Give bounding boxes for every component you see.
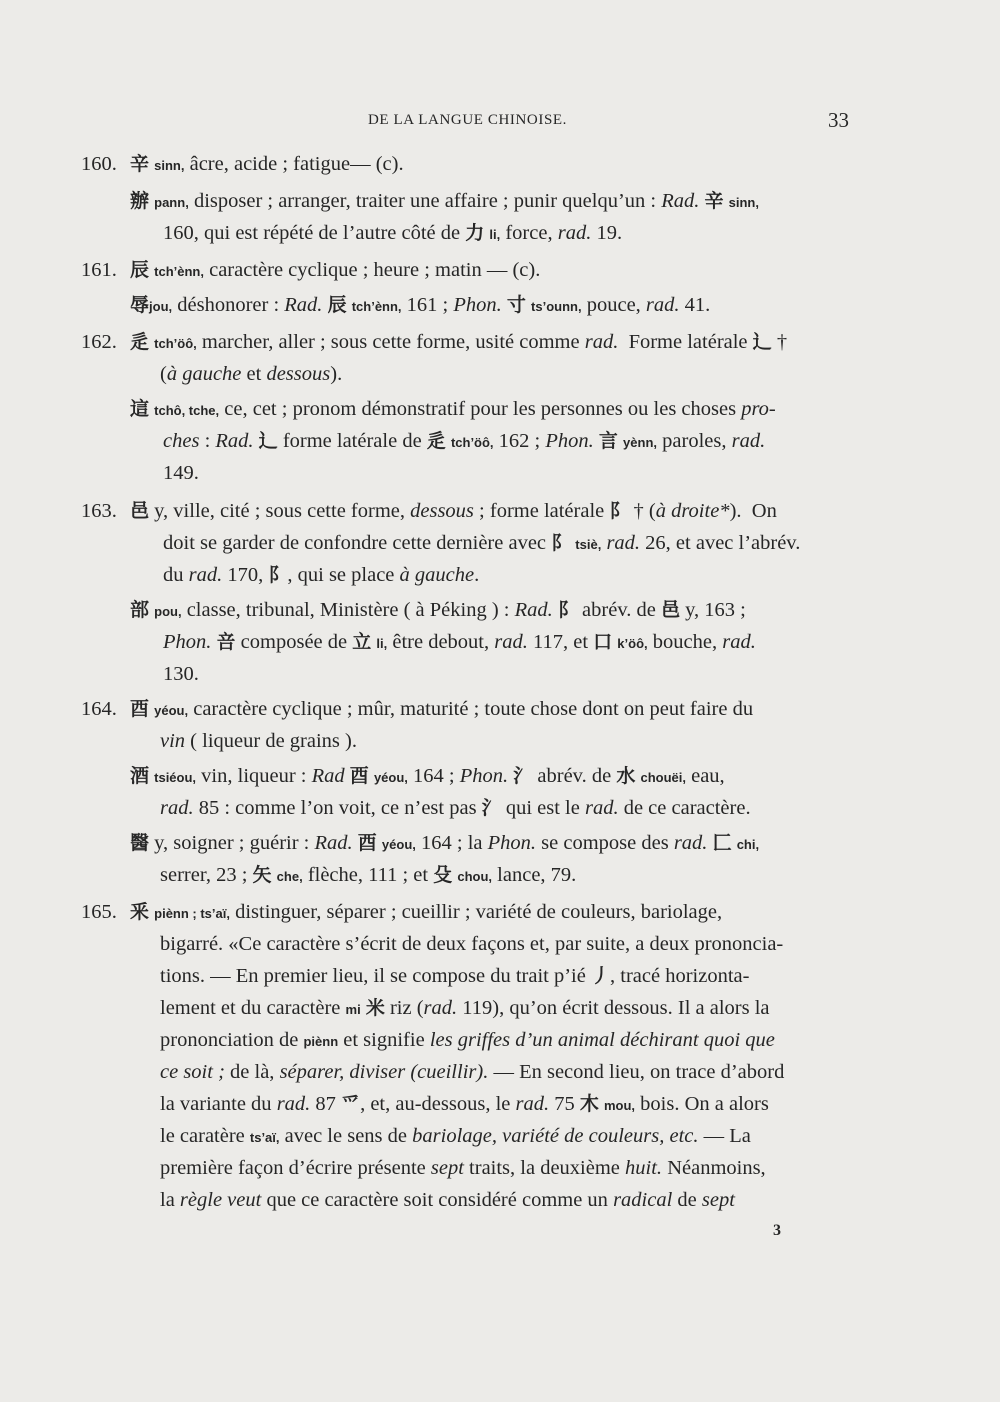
romanization: che, xyxy=(276,869,303,884)
running-title: DE LA LANGUE CHINOISE. xyxy=(368,112,568,128)
romanization: sinn, xyxy=(154,158,185,173)
entry-line xyxy=(0,254,1000,286)
italic-text: à gauche xyxy=(166,363,242,385)
italic-text: ches xyxy=(163,430,200,452)
body-text: 119), qu’on écrit dessous. Il a alors la xyxy=(457,997,770,1019)
body-text: eau, xyxy=(685,765,725,787)
chinese-character: 阝 xyxy=(551,532,571,554)
body-text: flèche, 111 ; et xyxy=(302,864,434,886)
body-text: lement et du caractère xyxy=(160,997,346,1019)
body-text: 87 xyxy=(310,1093,342,1115)
italic-text: règle veut xyxy=(179,1189,262,1211)
body-text: — En second lieu, on trace d’abord xyxy=(488,1061,785,1083)
entry-line xyxy=(0,1184,1000,1216)
italic-text: rad. xyxy=(606,532,641,554)
body-text: abrév. de xyxy=(532,765,617,787)
body-text: le caratère xyxy=(160,1125,250,1147)
body-text: : xyxy=(199,430,216,452)
romanization: chi, xyxy=(736,837,760,852)
chinese-character: 木 xyxy=(579,1093,599,1115)
italic-text: ce soit ; xyxy=(160,1061,225,1083)
entry-line xyxy=(0,495,1000,527)
body-text: du xyxy=(163,564,189,586)
romanization: tch’ènn, xyxy=(351,299,402,314)
romanization: yéou, xyxy=(381,837,416,852)
body-text: distinguer, séparer ; cueillir ; variété de couleurs, bariolage, xyxy=(229,901,723,923)
entry-number: 165. xyxy=(81,901,117,923)
italic-text: sept xyxy=(430,1157,464,1179)
body-text: vin, liqueur : xyxy=(196,765,312,787)
romanization: tch’öô, xyxy=(154,336,197,351)
chinese-character: 辰 xyxy=(130,259,150,281)
chinese-character: 辦 xyxy=(130,190,150,212)
romanization: chou, xyxy=(457,869,493,884)
chinese-character: 釆 xyxy=(130,901,150,923)
romanization: sinn, xyxy=(728,195,759,210)
chinese-character: 酉 xyxy=(130,698,150,720)
romanization: chouëi, xyxy=(640,770,686,785)
body-text: 160, qui est répété de l’autre côté de xyxy=(163,222,466,244)
body-text: déshonorer : xyxy=(172,294,285,316)
entry-line xyxy=(0,760,1000,792)
italic-text: rad. xyxy=(188,564,223,586)
body-text: 75 xyxy=(549,1093,580,1115)
body-text: — La xyxy=(698,1125,751,1147)
body-text: . xyxy=(474,564,480,586)
body-text: † ( xyxy=(628,500,656,522)
body-text: traits, la deuxième xyxy=(463,1157,626,1179)
italic-text: dessous xyxy=(410,500,474,522)
chinese-character: 阝 xyxy=(268,564,288,586)
page-header xyxy=(0,108,1000,136)
body-text: se compose des xyxy=(536,832,674,854)
body-text: caractère cyclique ; mûr, maturité ; toute chose dont on peut faire du xyxy=(188,698,754,720)
italic-text: rad. xyxy=(722,631,756,653)
body-text: première façon d’écrire présente xyxy=(160,1157,431,1179)
body-text: † xyxy=(771,331,788,353)
body-text: 170, xyxy=(222,564,269,586)
body-text: y, 163 ; xyxy=(679,599,746,621)
chinese-character: 酒 xyxy=(130,765,150,787)
romanization: mi xyxy=(345,1002,361,1017)
italic-text: bariolage, variété de couleurs, etc. xyxy=(412,1125,699,1147)
entry-line xyxy=(0,1088,1000,1120)
chinese-character: 辶 xyxy=(752,331,772,353)
entry-line xyxy=(0,185,1000,217)
body-text: 130. xyxy=(163,663,199,685)
entry-number: 164. xyxy=(81,698,117,720)
body-text: 161 ; xyxy=(401,294,454,316)
romanization: jou, xyxy=(149,299,173,314)
chinese-character: 咅 xyxy=(216,631,236,653)
italic-text: vin xyxy=(160,730,186,752)
chinese-character: 邑 xyxy=(130,500,150,522)
chinese-character: 矢 xyxy=(252,864,272,886)
chinese-character: 口 xyxy=(593,631,613,653)
italic-text: Phon. xyxy=(163,631,212,653)
italic-text: radical xyxy=(613,1189,673,1211)
italic-text: Rad. xyxy=(661,190,700,212)
entry-line xyxy=(0,1120,1000,1152)
signature-mark: 3 xyxy=(773,1222,781,1239)
entry-line xyxy=(0,594,1000,626)
romanization: yènn, xyxy=(623,435,658,450)
italic-text: rad. xyxy=(584,797,619,819)
body-text: ). On xyxy=(729,500,777,522)
italic-text: rad. xyxy=(673,832,708,854)
entry-line xyxy=(0,393,1000,425)
entry-line xyxy=(0,928,1000,960)
chinese-character: 阝 xyxy=(557,599,577,621)
body-text: force, xyxy=(500,222,558,244)
entry-line xyxy=(0,559,1000,591)
romanization: yéou, xyxy=(373,770,408,785)
entry-line xyxy=(0,148,1000,180)
body-text: ce, cet ; pronom démonstratif pour les personnes ou les choses xyxy=(219,398,742,420)
body-text: Néanmoins, xyxy=(662,1157,766,1179)
romanization: k’öô, xyxy=(617,636,648,651)
chinese-character: 辱 xyxy=(130,294,150,316)
romanization: mou, xyxy=(603,1098,636,1113)
body-text: Forme latérale xyxy=(618,331,753,353)
romanization: pann, xyxy=(154,195,189,210)
romanization: tch’ènn, xyxy=(154,264,204,279)
italic-text: pro- xyxy=(741,398,776,420)
body-text: disposer ; arranger, traiter une affaire ; punir quelqu’un : xyxy=(188,190,662,212)
italic-text: rad. xyxy=(276,1093,311,1115)
body-text: que ce caractère soit considéré comme un xyxy=(261,1189,614,1211)
body-text: , tracé horizonta- xyxy=(610,965,750,987)
italic-text: à droite* xyxy=(655,500,730,522)
entry-line xyxy=(0,1024,1000,1056)
entry-line xyxy=(0,326,1000,358)
body-text: abrév. de xyxy=(576,599,661,621)
italic-text: à gauche xyxy=(399,564,475,586)
body-text: composée de xyxy=(235,631,353,653)
body-text: , qui se place xyxy=(287,564,400,586)
chinese-character: 部 xyxy=(130,599,150,621)
italic-text: Rad. xyxy=(215,430,254,452)
body-text: ( liqueur de grains ). xyxy=(185,730,357,752)
chinese-character: 殳 xyxy=(433,864,453,886)
chinese-character: 氵 xyxy=(513,765,533,787)
body-text: bouche, xyxy=(647,631,723,653)
romanization: pou, xyxy=(154,604,182,619)
body-text: 149. xyxy=(163,462,199,484)
body-text: qui est le xyxy=(500,797,585,819)
page-number: 33 xyxy=(828,108,849,132)
entry-line xyxy=(0,217,1000,249)
entry-line xyxy=(0,896,1000,928)
body-text: la xyxy=(160,1189,180,1211)
romanization: ts’aï, xyxy=(249,1130,280,1145)
italic-text: rad. xyxy=(731,430,766,452)
italic-text: dessous xyxy=(266,363,331,385)
entry-line xyxy=(0,626,1000,658)
entry-line xyxy=(0,425,1000,457)
italic-text: rad. xyxy=(515,1093,550,1115)
body-text: 164 ; la xyxy=(415,832,488,854)
italic-text: séparer, diviser (cueillir). xyxy=(279,1061,489,1083)
italic-text: sept xyxy=(701,1189,735,1211)
romanization: tsiéou, xyxy=(154,770,197,785)
chinese-character: 言 xyxy=(598,430,618,452)
italic-text: rad. xyxy=(423,997,458,1019)
body-text: classe, tribunal, Ministère ( à Péking ) : xyxy=(181,599,515,621)
italic-text: huit. xyxy=(625,1157,663,1179)
italic-text: rad. xyxy=(557,222,592,244)
entry-line xyxy=(0,289,1000,321)
body-text: doit se garder de confondre cette dernière avec xyxy=(163,532,552,554)
body-text: être debout, xyxy=(387,631,495,653)
italic-text: rad. xyxy=(584,331,619,353)
body-text: âcre, acide ; fatigue— (c). xyxy=(184,153,404,175)
entry-number: 162. xyxy=(81,331,117,353)
entry-number: 163. xyxy=(81,500,117,522)
body-text: 117, et xyxy=(527,631,594,653)
entry-line xyxy=(0,859,1000,891)
chinese-character: 阝 xyxy=(609,500,629,522)
body-text: bois. On a alors xyxy=(635,1093,769,1115)
entry-line xyxy=(0,960,1000,992)
romanization: tsiè, xyxy=(575,537,602,552)
body-text: pouce, xyxy=(581,294,646,316)
body-text: forme latérale de xyxy=(277,430,427,452)
chinese-character: 酉 xyxy=(349,765,369,787)
body-text: bigarré. «Ce caractère s’écrit de deux façons et, par suite, a deux prononcia- xyxy=(160,933,784,955)
entry-line xyxy=(0,457,1000,489)
entry-number: 160. xyxy=(81,153,117,175)
body-text: de là, xyxy=(224,1061,280,1083)
body-text: tions. — En premier lieu, il se compose du trait p’ié xyxy=(160,965,591,987)
italic-text: Rad. xyxy=(314,832,353,854)
entry-line xyxy=(0,693,1000,725)
body-text: 85 : comme l’on voit, ce n’est pas xyxy=(193,797,482,819)
entry-line xyxy=(0,1152,1000,1184)
romanization: tchô, tche, xyxy=(154,403,220,418)
romanization: piènn ; ts’aï, xyxy=(154,906,230,921)
entry-line xyxy=(0,992,1000,1024)
body-text: avec le sens de xyxy=(279,1125,413,1147)
chinese-character: 辵 xyxy=(426,430,446,452)
body-text: , et, au-dessous, le xyxy=(360,1093,516,1115)
entry-line xyxy=(0,725,1000,757)
body-text: paroles, xyxy=(657,430,732,452)
body-text: 41. xyxy=(679,294,711,316)
italic-text: Rad xyxy=(311,765,345,787)
chinese-character: 水 xyxy=(616,765,636,787)
entry-line xyxy=(0,358,1000,390)
body-text: 162 ; xyxy=(493,430,546,452)
body-text: y, ville, cité ; sous cette forme, xyxy=(149,500,411,522)
chinese-character: 氵 xyxy=(481,797,501,819)
chinese-character: 力 xyxy=(465,222,485,244)
chinese-character: 匚 xyxy=(712,832,732,854)
entry-number: 161. xyxy=(81,259,117,281)
body-text: 164 ; xyxy=(407,765,460,787)
body-text: prononciation de xyxy=(160,1029,304,1051)
italic-text: rad. xyxy=(160,797,194,819)
chinese-character: 寸 xyxy=(506,294,526,316)
italic-text: Phon. xyxy=(487,832,537,854)
body-text: la variante du xyxy=(160,1093,277,1115)
entry-line xyxy=(0,827,1000,859)
chinese-character: 辶 xyxy=(258,430,278,452)
body-text: lance, 79. xyxy=(492,864,577,886)
chinese-character: 米 xyxy=(365,997,385,1019)
romanization: ts’ounn, xyxy=(531,299,582,314)
romanization: li, xyxy=(489,227,501,242)
chinese-character: 立 xyxy=(352,631,372,653)
chinese-character: 辛 xyxy=(130,153,150,175)
romanization: yéou, xyxy=(154,703,189,718)
romanization: tch’öô, xyxy=(450,435,494,450)
body-text: ; forme latérale xyxy=(473,500,610,522)
body-text: caractère cyclique ; heure ; matin — (c). xyxy=(203,259,541,281)
body-text: marcher, aller ; sous cette forme, usité comme xyxy=(196,331,585,353)
romanization: li, xyxy=(376,636,388,651)
body-text: 26, et avec l’abrév. xyxy=(640,532,801,554)
body-text: et signifie xyxy=(338,1029,430,1051)
body-text: ). xyxy=(330,363,343,385)
italic-text: les griffes d’un animal déchirant quoi que xyxy=(429,1029,775,1051)
chinese-character: 辛 xyxy=(704,190,724,212)
entry-line xyxy=(0,658,1000,690)
chinese-character: 辰 xyxy=(327,294,347,316)
italic-text: Rad. xyxy=(514,599,553,621)
italic-text: Phon. xyxy=(459,765,509,787)
italic-text: rad. xyxy=(494,631,528,653)
body-text: ( xyxy=(160,363,167,385)
body-text: y, soigner ; guérir : xyxy=(149,832,315,854)
chinese-character: 邑 xyxy=(660,599,680,621)
chinese-character: 丿 xyxy=(590,965,610,987)
chinese-character: 酉 xyxy=(357,832,377,854)
body-text: serrer, 23 ; xyxy=(160,864,253,886)
body-text: 19. xyxy=(591,222,623,244)
chinese-character: 這 xyxy=(130,398,150,420)
chinese-character: 辵 xyxy=(130,331,150,353)
romanization: piènn xyxy=(303,1034,339,1049)
body-text: de ce caractère. xyxy=(618,797,751,819)
body-text: de xyxy=(672,1189,702,1211)
entry-line xyxy=(0,792,1000,824)
italic-text: Phon. xyxy=(453,294,502,316)
italic-text: Phon. xyxy=(545,430,594,452)
entry-line xyxy=(0,1056,1000,1088)
chinese-character: 爫 xyxy=(341,1093,361,1115)
italic-text: rad. xyxy=(645,294,680,316)
body-text: riz ( xyxy=(384,997,424,1019)
body-text: et xyxy=(241,363,267,385)
entry-line xyxy=(0,527,1000,559)
italic-text: Rad. xyxy=(284,294,323,316)
chinese-character: 醫 xyxy=(130,832,150,854)
